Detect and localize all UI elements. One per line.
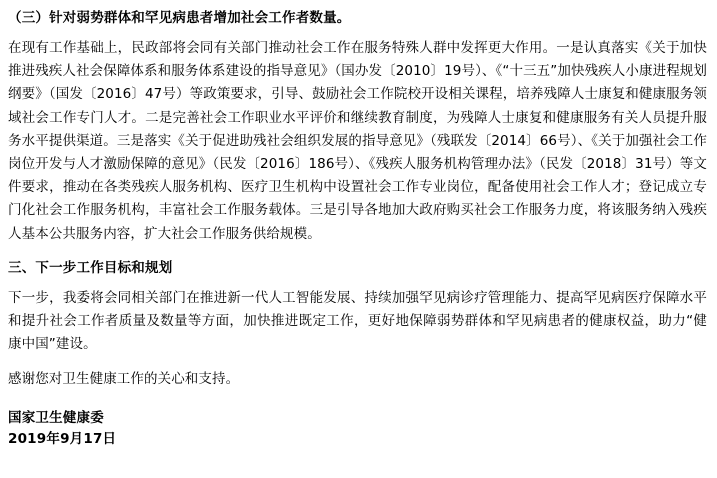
body-paragraph-3: 感谢您对卫生健康工作的关心和支持。 (8, 371, 240, 388)
signature-date: 2019年9月17日 (8, 431, 117, 448)
body-paragraph-1: 在现有工作基础上，民政部将会同有关部门推动社会工作在服务特殊人群中发挥更大作用。一是认真落实《关于加快推进残疾人社会保障体系和服务体系建设的指导意见》（国办发〔2010〕19号）、《“十三五”加快残疾人小康进程规划纲要》（国发〔2016〕47号）等政策要求，引导、鼓励社会工作院校开设相关课程，培养残障人士康复和健康服务领域社会工作专门人才。二是完善社会工作职业水平评价和继续教育制度，为残障人士康复和健康服务有关人员提升服务水平提供渠道。三是落实《关于促进助残社会组织发展的指导意见》（残联发〔2014〕66号）、《关于加强社会工作岗位开发与人才激励保障的意见》（民发〔2016〕186号）、《残疾人服务机构管理办法》（民发〔2018〕31号）等文件要求，推动在各类残疾人服务机构、医疗卫生机构中设置社会工作专业岗位，配备使用社会工作人才；登记成立专门化社会工作服务机构，丰富社会工作服务载体。三是引导各地加大政府购买社会工作服务力度，将该服务纳入残疾人基本公共服务内容，扩大社会工作服务供给规模。 (8, 39, 707, 242)
section-heading-2: 三、下一步工作目标和规划 (8, 259, 173, 276)
signature-spacer (8, 398, 707, 408)
signature-organization: 国家卫生健康委 (8, 409, 104, 426)
body-paragraph-2: 下一步，我委将会同相关部门在推进新一代人工智能发展、持续加强罕见病诊疗管理能力、提高罕见病医疗保障水平和提升社会工作者质量及数量等方面，加快推进既定工作，更好地保障弱势群体和罕见病患者的健康权益，助力“健康中国”建设。 (8, 289, 707, 353)
section-heading-1: （三）针对弱势群体和罕见病患者增加社会工作者数量。 (8, 10, 351, 26)
